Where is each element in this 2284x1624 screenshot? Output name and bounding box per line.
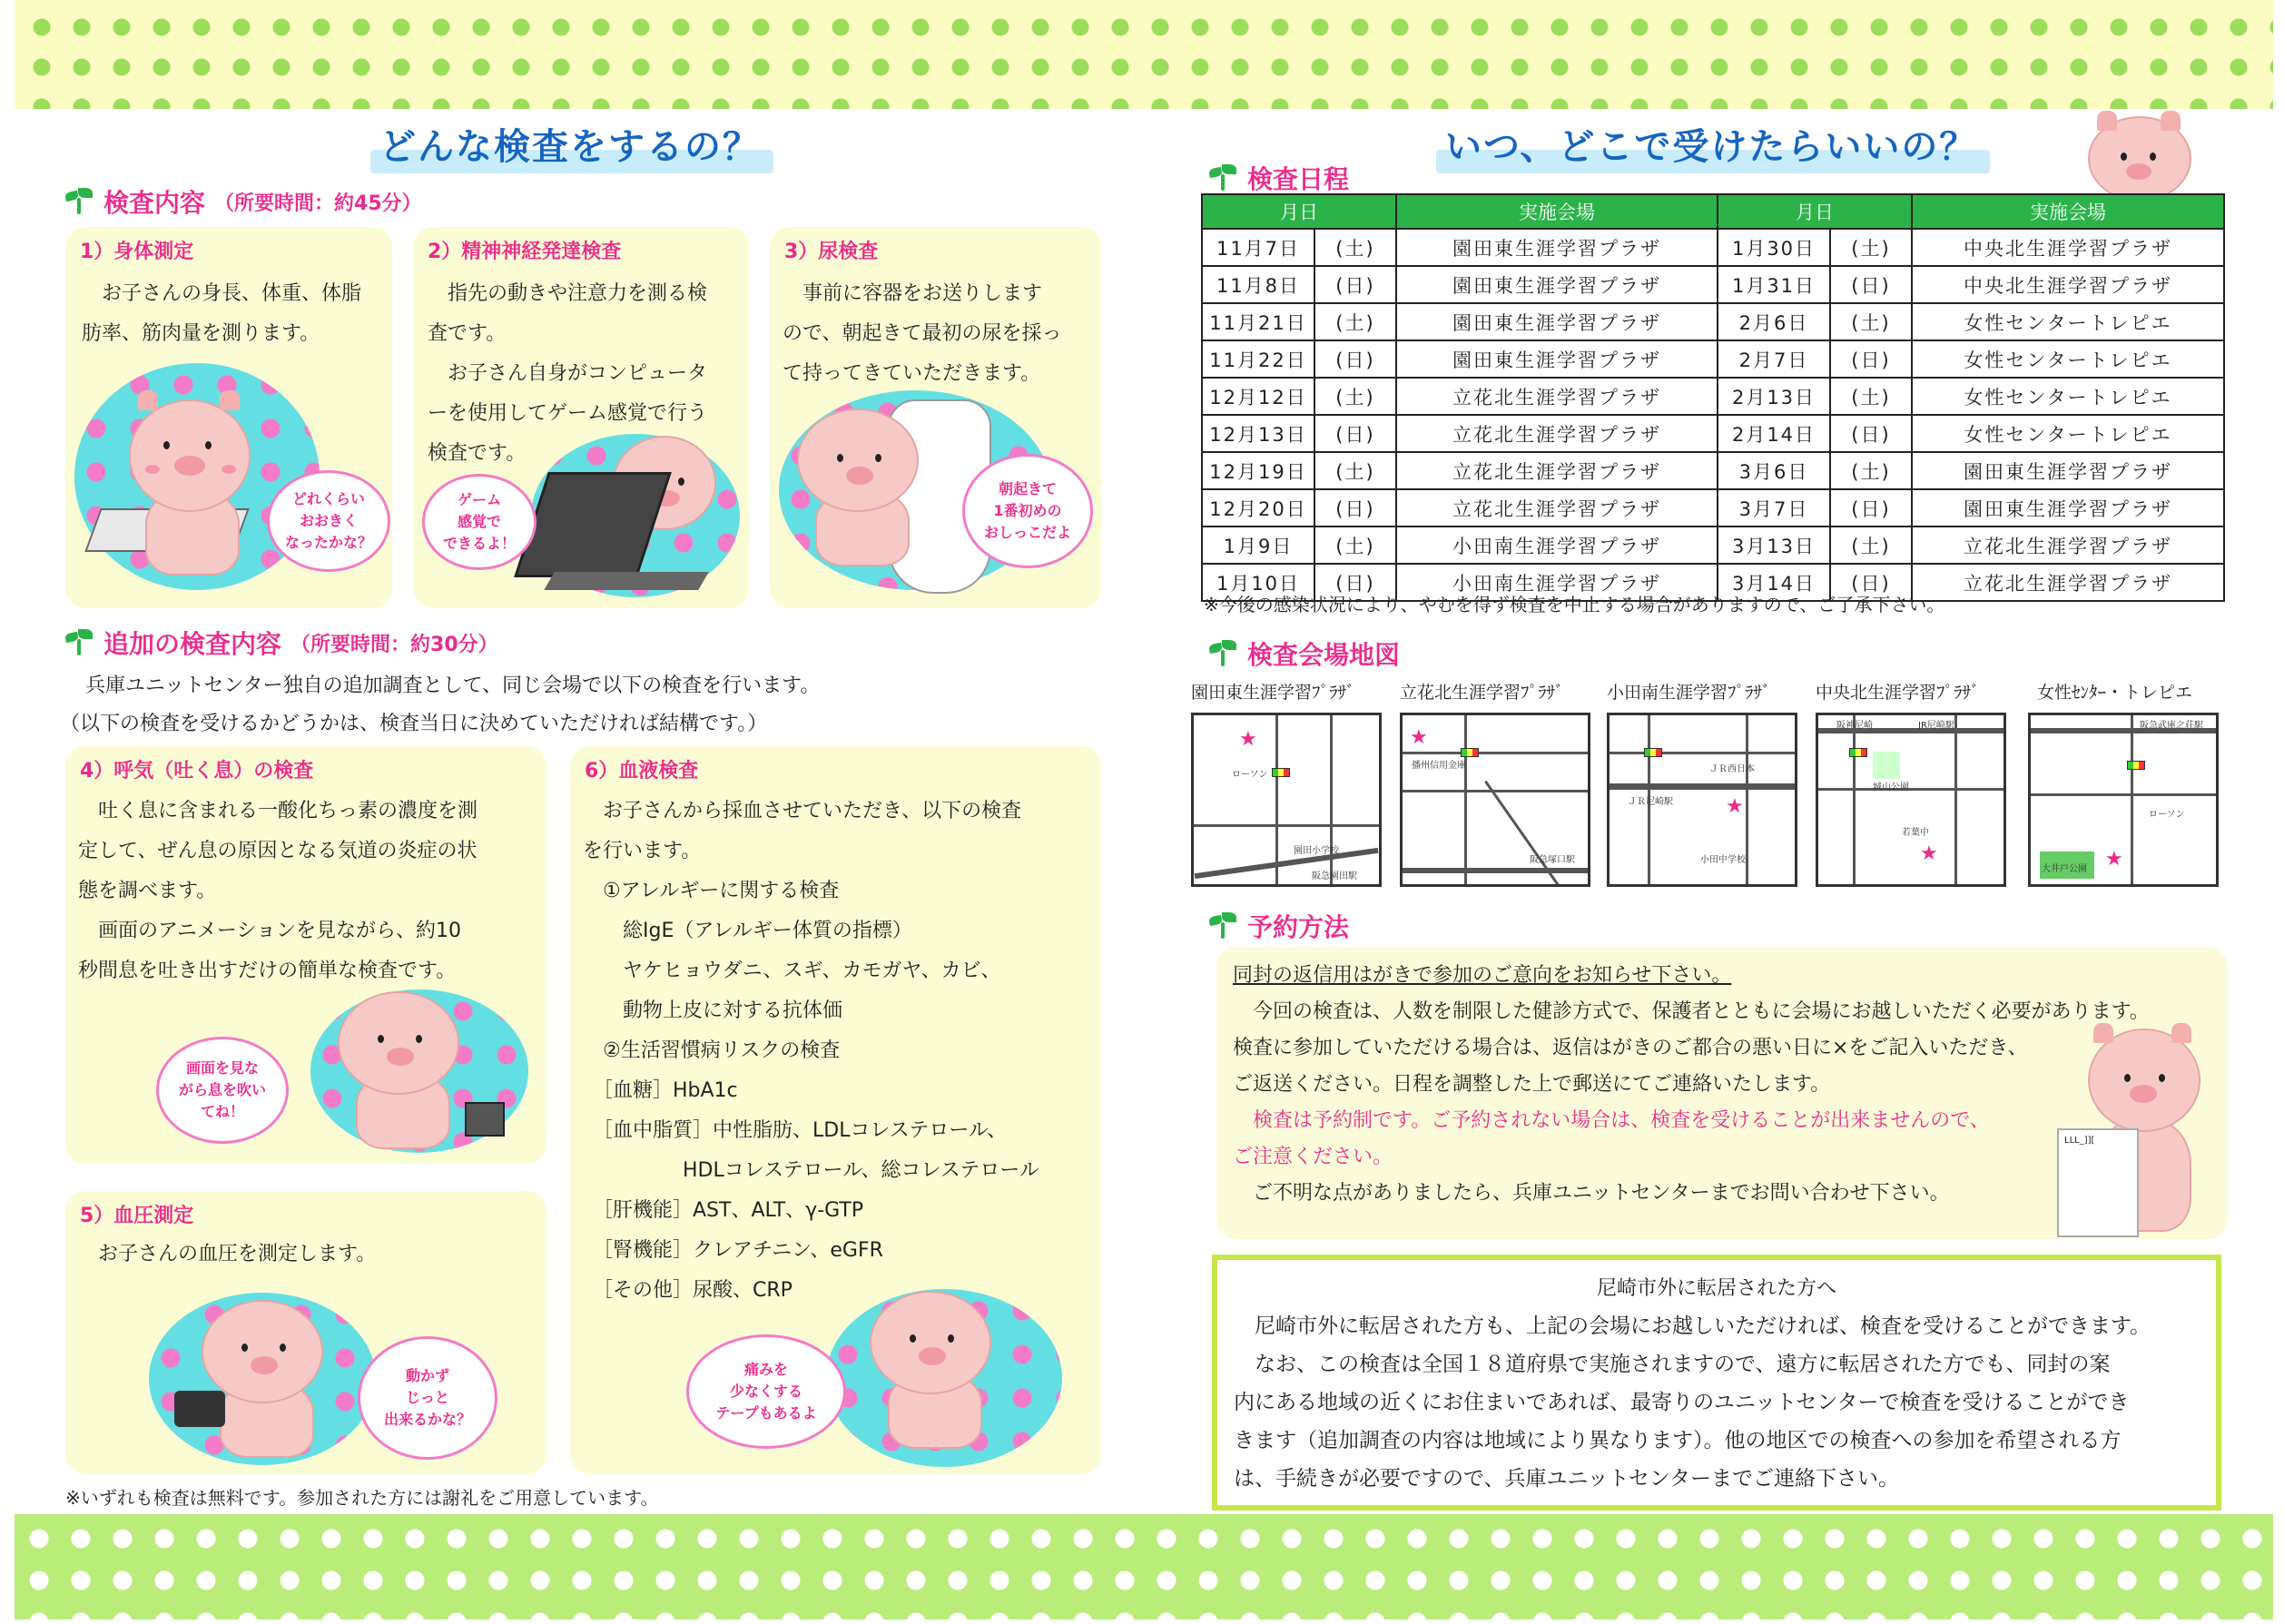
bottom-polka-band	[15, 1514, 2273, 1619]
table-cell: 11月21日	[1202, 303, 1314, 340]
speech-bubble: どれくらい おおきく なったかな？	[267, 470, 390, 572]
table-cell: 12月13日	[1202, 415, 1314, 452]
table-cell: 園田東生涯学習プラザ	[1396, 340, 1718, 378]
table-row	[1202, 340, 2224, 378]
sprout-icon	[1207, 640, 1238, 667]
map-chuo: ★ JR尼崎駅 城山公園 若葉中 阪神尼崎	[1816, 713, 2006, 887]
table-cell: (日)	[1314, 415, 1396, 452]
box-urine-exam	[770, 227, 1101, 608]
table-cell: 立花北生涯学習プラザ	[1396, 489, 1718, 527]
table-cell: 女性センタートレピエ	[1912, 378, 2224, 415]
box-breath-exam	[65, 746, 546, 1164]
moved-line: は、手続きが必要ですので、兵庫ユニットセンターまでご連絡下さい。	[1234, 1467, 1900, 1491]
map-tachibana: ★ 播州信用金庫 阪急塚口駅	[1400, 713, 1590, 887]
reservation-line: ご不明な点がありましたら、兵庫ユニットセンターまでお問い合わせ下さい。	[1233, 1182, 1950, 1205]
table-cell: (土)	[1314, 303, 1396, 340]
table-header: 月日	[1202, 194, 1396, 229]
section-reservation: 予約方法	[1207, 908, 1349, 944]
table-row	[1202, 266, 2224, 303]
speech-bubble: 朝起きて 1番初めの おしっこだよ	[962, 454, 1093, 568]
moved-line: 尼崎市外に転居された方も、上記の会場にお越しいただければ、検査を受けることができます。	[1234, 1314, 2151, 1338]
table-cell: 立花北生涯学習プラザ	[1396, 415, 1718, 452]
table-cell: (日)	[1830, 564, 1912, 601]
map-caption: 立花北生涯学習ﾌﾟﾗｻﾞ	[1400, 683, 1564, 703]
box-blood-test	[570, 746, 1101, 1474]
table-row	[1202, 229, 2224, 266]
table-cell: (土)	[1830, 229, 1912, 266]
table-cell: 立花北生涯学習プラザ	[1912, 527, 2224, 564]
box-text: お子さんから採血させていただき、以下の検査 を行います。 ①アレルギーに関する検査 総IgE（アレルギー体質の指標） ヤケヒョウダニ、スギ、カモガヤ、カビ、 動物上皮に対する抗体価 ②生活習慣病リスクの検査 ［血糖］HbA1c ［血中脂質］中性脂肪、LDLコレステロール、 HDLコレステロール、総コレステロール ［肝機能］AST、ALT、γ-GTP ［腎機能］クレアチニン、eGFR ［その他］尿酸、CRP	[583, 800, 1039, 1302]
moved-line: 内にある地域の近くにお住まいであれば、最寄りのユニットセンターで検査を受けることができ	[1234, 1391, 2130, 1414]
left-footnote: ※いずれも検査は無料です。参加された方には謝礼をご用意しています。	[65, 1487, 659, 1509]
moved-line: きます（追加調査の内容は地域により異なります）。他の地区での検査への参加を希望される方	[1234, 1429, 2122, 1452]
table-cell: 3月14日	[1718, 564, 1830, 601]
table-cell: 女性センタートレピエ	[1912, 303, 2224, 340]
table-cell: 小田南生涯学習プラザ	[1396, 564, 1718, 601]
reservation-line: 同封の返信用はがきで参加のご意向をお知らせ下さい。	[1233, 964, 1732, 987]
table-cell: 小田南生涯学習プラザ	[1396, 527, 1718, 564]
postcard-icon: LLL_]][	[2057, 1128, 2139, 1237]
breath-device-icon	[465, 1102, 505, 1137]
table-cell: 中央北生涯学習プラザ	[1912, 229, 2224, 266]
table-cell: 1月10日	[1202, 564, 1314, 601]
table-cell: 女性センタートレピエ	[1912, 340, 2224, 378]
sprout-icon	[64, 629, 94, 656]
table-cell: (土)	[1830, 452, 1912, 489]
right-title: いつ、どこで受けたらいいの？	[1445, 118, 1977, 170]
table-cell: (日)	[1830, 415, 1912, 452]
map-caption: 女性ｾﾝﾀｰ・トレピエ	[2037, 683, 2193, 703]
table-cell: 12月19日	[1202, 452, 1314, 489]
map-trepie: ★ 阪急武庫之荘駅 大井戸公園 ローソン	[2028, 713, 2219, 887]
table-cell: 女性センタートレピエ	[1912, 415, 2224, 452]
table-cell: 園田東生涯学習プラザ	[1912, 452, 2224, 489]
reservation-line: 検査は予約制です。ご予約されない場合は、検査を受けることが出来ませんので、	[1233, 1109, 1990, 1132]
table-cell: 12月20日	[1202, 489, 1314, 527]
table-row	[1202, 415, 2224, 452]
box-body-measurement	[65, 227, 392, 608]
reservation-line: ご注意ください。	[1233, 1146, 1393, 1168]
table-cell: (土)	[1314, 452, 1396, 489]
table-cell: (日)	[1830, 340, 1912, 378]
table-cell: (土)	[1830, 527, 1912, 564]
map-sonoda: ★ ローソン 阪急園田駅 園田小学校	[1191, 713, 1382, 887]
table-cell: (土)	[1314, 378, 1396, 415]
table-cell: 3月6日	[1718, 452, 1830, 489]
sprout-icon	[1207, 164, 1238, 192]
table-cell: 1月31日	[1718, 266, 1830, 303]
table-cell: 11月7日	[1202, 229, 1314, 266]
table-cell: 立花北生涯学習プラザ	[1396, 452, 1718, 489]
speech-bubble: 画面を見な がら息を吹い てね！	[156, 1037, 289, 1144]
box-title: 4）呼気（吐く息）の検査	[80, 760, 314, 782]
table-cell: (土)	[1314, 527, 1396, 564]
speech-bubble: 動かず じっと 出来るかな？	[358, 1336, 497, 1460]
table-cell: (日)	[1830, 266, 1912, 303]
table-cell: 園田東生涯学習プラザ	[1396, 303, 1718, 340]
table-cell: 2月14日	[1718, 415, 1830, 452]
section-map: 検査会場地図	[1207, 635, 1400, 672]
table-cell: 立花北生涯学習プラザ	[1912, 564, 2224, 601]
section-additional-exam: 追加の検査内容 （所要時間：約30分）	[64, 625, 498, 661]
box-text: お子さんの血圧を測定します。	[78, 1243, 377, 1265]
box-text: 吐く息に含まれる一酸化ちっ素の濃度を測 定して、ぜん息の原因となる気道の炎症の状 態を調べます。 画面のアニメーションを見ながら、約10 秒間息を吐き出すだけの簡単な検査です。	[78, 800, 478, 982]
box-title: 2）精神神経発達検査	[428, 241, 622, 263]
table-cell: 3月7日	[1718, 489, 1830, 527]
table-row	[1202, 303, 2224, 340]
box-text: 指先の動きや注意力を測る検 査です。 お子さん自身がコンピュータ ーを使用してゲーム感覚で行う 検査です。	[428, 282, 708, 465]
table-row	[1202, 378, 2224, 415]
table-row	[1202, 452, 2224, 489]
table-cell: 園田東生涯学習プラザ	[1912, 489, 2224, 527]
table-cell: (土)	[1830, 378, 1912, 415]
map-caption: 小田南生涯学習ﾌﾟﾗｻﾞ	[1607, 683, 1771, 703]
moved-text	[1234, 1307, 2151, 1498]
reservation-line: 検査に参加していただける場合は、返信はがきのご都合の悪い日に×をご記入いただき、	[1233, 1037, 2028, 1059]
map-caption: 中央北生涯学習ﾌﾟﾗｻﾞ	[1816, 683, 1980, 703]
speech-bubble: 痛みを 少なくする テープもあるよ	[686, 1334, 846, 1449]
table-cell: (土)	[1314, 229, 1396, 266]
table-cell: 園田東生涯学習プラザ	[1396, 266, 1718, 303]
table-cell: 立花北生涯学習プラザ	[1396, 378, 1718, 415]
table-cell: (日)	[1314, 266, 1396, 303]
table-cell: (日)	[1314, 564, 1396, 601]
table-cell: 中央北生涯学習プラザ	[1912, 266, 2224, 303]
additional-note: （以下の検査を受けるかどうかは、検査当日に決めていただければ結構です。）	[60, 713, 768, 735]
moved-residents-box	[1212, 1255, 2221, 1511]
box-text: お子さんの身長、体重、体脂 肪率、筋肉量を測ります。	[82, 282, 362, 345]
table-cell: 2月13日	[1718, 378, 1830, 415]
map-caption: 園田東生涯学習ﾌﾟﾗｻﾞ	[1191, 683, 1355, 703]
table-cell: (日)	[1314, 340, 1396, 378]
table-header: 実施会場	[1396, 194, 1718, 229]
table-cell: (土)	[1830, 303, 1912, 340]
sprout-icon	[64, 188, 94, 215]
table-cell: 2月6日	[1718, 303, 1830, 340]
table-cell: 1月9日	[1202, 527, 1314, 564]
table-header: 実施会場	[1912, 194, 2224, 229]
table-note: ※今後の感染状況により、やむを得ず検査を中止する場合がありますので、ご了承下さい。	[1204, 594, 1945, 615]
top-polka-band	[15, 0, 2273, 109]
table-cell: 2月7日	[1718, 340, 1830, 378]
table-header: 月日	[1718, 194, 1912, 229]
box-title: 1）身体測定	[80, 241, 194, 263]
table-cell: 園田東生涯学習プラザ	[1396, 229, 1718, 266]
section-exam-content: 検査内容 （所要時間：約45分）	[64, 183, 422, 220]
bp-cuff-icon	[174, 1391, 225, 1427]
box-blood-pressure	[65, 1191, 546, 1474]
schedule-body	[1202, 229, 2224, 601]
additional-intro: 兵庫ユニットセンター独自の追加調査として、同じ会場で以下の検査を行います。	[65, 674, 821, 697]
box-title: 3）尿検査	[784, 241, 879, 263]
sprout-icon	[1207, 912, 1238, 940]
reservation-line: ご返送ください。日程を調整した上で郵送にてご連絡いたします。	[1233, 1073, 1831, 1096]
box-title: 6）血液検査	[585, 760, 699, 782]
moved-title: 尼崎市外に転居された方へ	[1596, 1277, 1836, 1300]
box-text: 事前に容器をお送りします ので、朝起きて最初の尿を採っ て持ってきていただきます。	[783, 282, 1062, 385]
table-cell: 1月30日	[1718, 229, 1830, 266]
table-cell: 11月8日	[1202, 266, 1314, 303]
table-cell: (日)	[1830, 489, 1912, 527]
moved-line: なお、この検査は全国１８道府県で実施されますので、遠方に転居された方でも、同封の案	[1234, 1353, 2111, 1376]
section-schedule: 検査日程	[1207, 160, 1349, 196]
reservation-box	[1216, 947, 2228, 1239]
box-title: 5）血圧測定	[80, 1205, 194, 1227]
box-neuro-exam	[413, 227, 749, 608]
table-cell: (日)	[1314, 489, 1396, 527]
schedule-table	[1201, 193, 2225, 602]
table-cell: 11月22日	[1202, 340, 1314, 378]
laptop-base	[544, 572, 709, 590]
table-cell: 3月13日	[1718, 527, 1830, 564]
speech-bubble: ゲーム 感覚で できるよ！	[422, 474, 537, 570]
table-cell: 12月12日	[1202, 378, 1314, 415]
reservation-text	[1233, 958, 2150, 1212]
table-row	[1202, 527, 2224, 564]
table-row	[1202, 489, 2224, 527]
left-title: どんな検査をするの？	[379, 118, 761, 170]
reservation-line: 今回の検査は、人数を制限した健診方式で、保護者とともに会場にお越しいただく必要があります。	[1233, 1000, 2150, 1023]
map-oda: ★ ＪＲ尼崎駅 小田中学校 ＪＲ西日本	[1607, 713, 1797, 887]
